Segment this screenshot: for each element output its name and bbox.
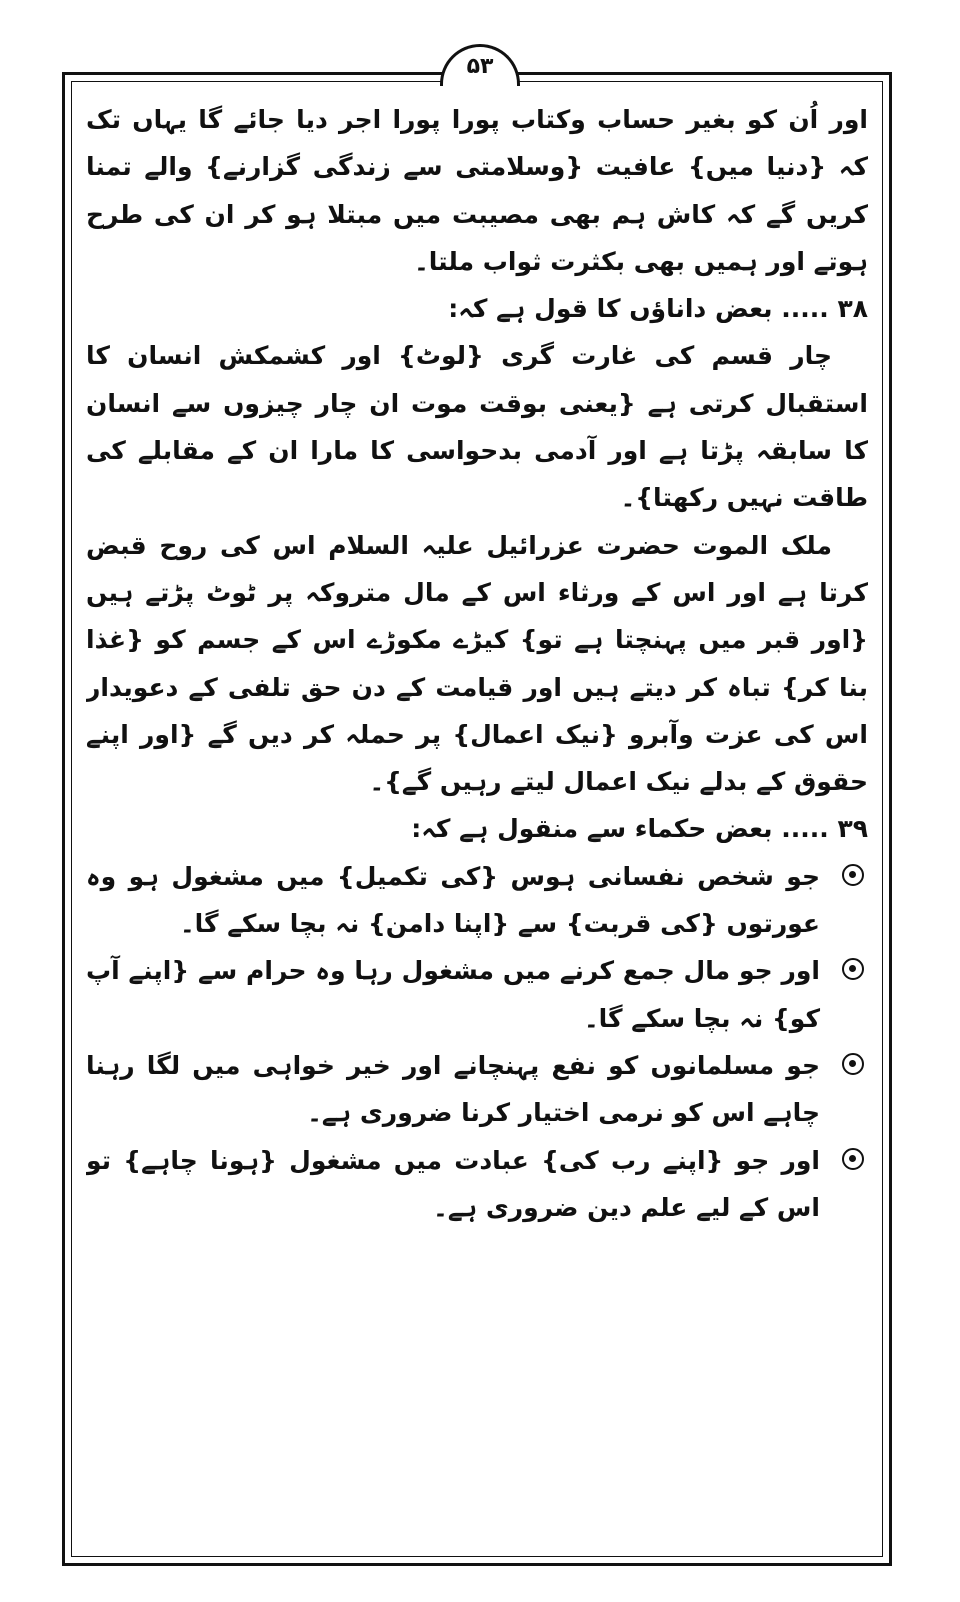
list-item-text: اور جو مال جمع کرنے میں مشغول رہا وہ حرام سے {اپنے آپ کو} نہ بچا سکے گا۔ (86, 956, 820, 1033)
list-item (86, 1137, 868, 1232)
list-item (86, 947, 868, 1042)
list-item (86, 1042, 868, 1137)
paragraph-3: ملک الموت حضرت عزرائیل علیہ السلام اس کی روح قبض کرتا ہے اور اس کے ورثاء اس کے مال متروکہ پر ٹوٹ پڑتے ہیں {اور قبر میں پہنچتا ہے تو} کیڑے مکوڑے اس کے جسم کو {غذا بنا کر} تباہ کر دیتے ہیں اور قیامت کے دن حق تلفی کے دعویدار اس کی عزت وآبرو {نیک اعمال} پر حملہ کر دیں گے {اور اپنے حقوق کے بدلے نیک اعمال لیتے رہیں گے}۔ (86, 530, 868, 797)
page-number: ۵۳ (440, 44, 520, 86)
circle-bullet-icon (842, 864, 864, 886)
heading-39: ۳۹ ..... بعض حکماء سے منقول ہے کہ: (411, 814, 868, 844)
circle-bullet-icon (842, 958, 864, 980)
list-item-text: جو مسلمانوں کو نفع پہنچانے اور خیر خواہی میں لگا رہنا چاہے اس کو نرمی اختیار کرنا ضروری ہے۔ (86, 1050, 820, 1128)
heading-38: ۳۸ ..... بعض داناؤں کا قول ہے کہ: (448, 294, 868, 324)
paragraph-2: چار قسم کی غارت گری {لوٹ} اور کشمکش انسان کا استقبال کرتی ہے {یعنی بوقت موت ان چار چیزوں سے انسان کا سابقہ پڑتا ہے اور آدمی بدحواسی کا مارا ان کے مقابلے کی طاقت نہیں رکھتا}۔ (86, 341, 868, 513)
list-item-text: اور جو {اپنے رب کی} عبادت میں مشغول {ہونا چاہے} تو اس کے لیے علم دین ضروری ہے۔ (86, 1145, 820, 1222)
saying-list (86, 853, 868, 1231)
paragraph-1: اور اُن کو بغیر حساب وکتاب پورا پورا اجر دیا جائے گا یہاں تک کہ {دنیا میں} عافیت {وسلامتی سے زندگی گزارنے} والے تمنا کریں گے کہ کاش ہم بھی مصیبت میں مبتلا ہو کر ان کی طرح ہوتے اور ہمیں بھی بکثرت ثواب ملتا۔ (86, 105, 868, 276)
list-item (86, 853, 868, 948)
page-content (86, 96, 868, 1546)
list-item-text: جو شخص نفسانی ہوس {کی تکمیل} میں مشغول ہو وہ عورتوں {کی قربت} سے {اپنا دامن} نہ بچا سکے گا۔ (86, 861, 820, 939)
circle-bullet-icon (842, 1148, 864, 1170)
circle-bullet-icon (842, 1053, 864, 1075)
